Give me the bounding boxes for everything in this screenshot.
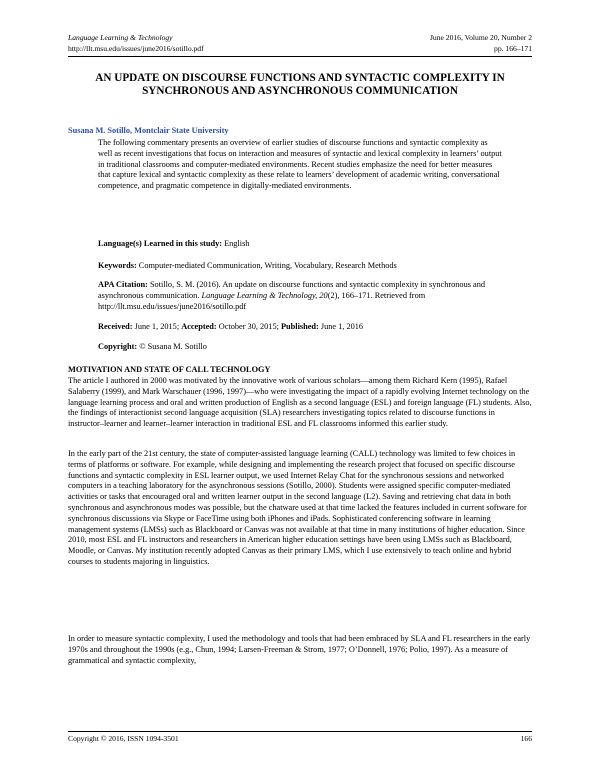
- running-header-right: [430, 33, 532, 54]
- languages-line: [98, 239, 502, 250]
- accepted-date: October 30, 2015;: [218, 322, 279, 331]
- footer-divider: [68, 731, 532, 732]
- journal-name: Language Learning & Technology: [68, 33, 173, 42]
- published-label: Published:: [280, 322, 319, 331]
- keywords-value: Computer-mediated Communication, Writing, Vocabulary, Research Methods: [138, 261, 397, 270]
- citation-label: APA Citation:: [98, 280, 148, 289]
- running-header-left: [68, 33, 204, 54]
- section-heading: MOTIVATION AND STATE OF CALL TECHNOLOGY: [68, 365, 271, 374]
- body-paragraph-1: The article I authored in 2000 was motivated by the innovative work of various scholars—among them Richard Kern (1995), Rafael Salaberry (1999), and Mark Warschauer (1996, 1997)—who were investigating the impact of a rapidly evolving Internet technology on the language learning process and oral and written production of English as a second language (ESL) and foreign language (FL) students. Also, the findings of interactionist second language acquisition (SLA) researchers investigating topics related to discourse functions in instructor–learner and learner–learner interaction in traditional ESL and FL classrooms informed this earlier study.: [68, 376, 532, 429]
- body-paragraph-3: In order to measure syntactic complexity, I used the methodology and tools that had been embraced by SLA and FL researchers in the early 1970s and throughout the 1990s (e.g., Chun, 1994; Larsen-Freeman & Strom, 1977; O’Donnell, 1976; Polio, 1997). As a measure of grammatical and syntactic complexity,: [68, 634, 531, 665]
- keywords-line: [98, 261, 502, 272]
- copyright-label: Copyright:: [98, 342, 138, 351]
- header-divider: [68, 56, 532, 57]
- received-date: June 1, 2015;: [134, 322, 180, 331]
- article-title: AN UPDATE ON DISCOURSE FUNCTIONS AND SYNTACTIC COMPLEXITY IN SYNCHRONOUS AND ASYNCHRONOUS COMMUNICATION: [95, 72, 505, 97]
- issue-info: June 2016, Volume 20, Number 2: [429, 33, 532, 42]
- page-number: 166: [520, 734, 532, 743]
- page-range: pp. 166–171: [494, 43, 532, 53]
- accepted-label: Accepted:: [181, 322, 217, 331]
- abstract: The following commentary presents an overview of earlier studies of discourse functions and syntactic complexity as well as recent investigations that focus on interaction and measures of syntactic and lexical complexity in learners’ output in traditional classrooms and computer-mediated environments. Recent studies emphasize the need for better measures that capture lexical and syntactic complexity as these relate to learners’ development of academic writing, conversational competence, and pragmatic competence in digitally-mediated environments.: [98, 138, 502, 191]
- citation-text-b: (2), 166–171. Retrieved from http://llt.msu.edu/issues/june2016/sotillo.pdf: [98, 290, 426, 311]
- citation-text-a: Sotillo, S. M. (2016). An update on discourse functions and syntactic complexity in synchronous and asynchronous communication.: [98, 280, 485, 300]
- author-line[interactable]: Susana M. Sotillo, Montclair State University: [68, 126, 229, 135]
- copyright-line: [98, 342, 502, 353]
- dates-line: [98, 322, 502, 333]
- footer-copyright: Copyright © 2016, ISSN 1094-3501: [68, 734, 179, 743]
- citation-journal: Language Learning & Technology, 20: [201, 290, 328, 300]
- apa-citation: [98, 280, 502, 312]
- keywords-label: Keywords:: [98, 261, 137, 270]
- languages-value: English: [224, 239, 250, 248]
- received-label: Received:: [98, 322, 133, 331]
- languages-label: Language(s) Learned in this study:: [98, 239, 223, 248]
- published-date: June 1, 2016: [320, 322, 364, 331]
- copyright-value: © Susana M. Sotillo: [139, 342, 207, 351]
- body-paragraph-2: In the early part of the 21st century, the state of computer-assisted language learning (CALL) technology was limited to few choices in terms of platforms or software. For example, while designing and implementing the research project that focused on specific discourse functions and syntactic complexity in ESL learner output, we used Internet Relay Chat for the synchronous sessions and networked computers in a teaching laboratory for the asynchronous sessions (Sotillo, 2000). Students were assigned specific computer-mediated activities or tasks that encouraged oral and written learner output in the second language (L2). Saving and retrieving chat data in both synchronous and asynchronous modes was possible, but the chatware used at that time lacked the features included in current software for synchronous discussions via Skype or FaceTime using both iPhones and iPads. Sophisticated conferencing software in learning management systems (LMSs) such as Blackboard or Canvas was not available at that time in many institutions of higher education. Since 2010, most ESL and FL instructors and researchers in American higher education settings have been using LMSs such as Blackboard, Moodle, or Canvas. My institution recently adopted Canvas as their primary LMS, which I use extensively to teach online and hybrid courses to students majoring in linguistics.: [68, 449, 527, 566]
- article-url[interactable]: http://llt.msu.edu/issues/june2016/sotillo.pdf: [68, 43, 204, 53]
